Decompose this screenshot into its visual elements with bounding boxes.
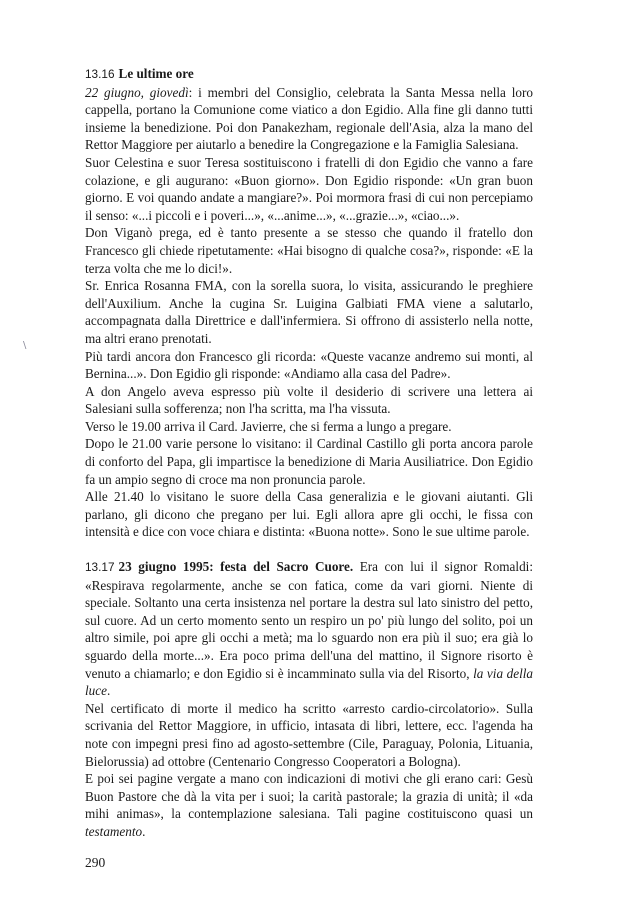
paragraph: Più tardi ancora don Francesco gli ricorda: «Queste vacanze andremo sui monti, al Bernina...». Don Egidio gli risponde: «Andiamo alla casa del Padre».: [85, 348, 533, 382]
paragraph: [85, 84, 533, 154]
italic-phrase: la via della luce: [85, 665, 533, 699]
section-heading: [85, 559, 353, 574]
paragraph-text: .: [106, 683, 111, 699]
margin-mark: \: [23, 340, 27, 351]
section-title: 23 giugno 1995: festa del Sacro Cuore.: [118, 559, 354, 575]
paragraph-text: E poi sei pagine vergate a mano con indicazioni di motivi che gli erano cari: Gesù Buon Pastore che dà la vita per i suoi; la carità pastorale; la grazia di unità; il «da mihi animas», la contemplazione salesiana. Tali pagine costituiscono quasi un: [85, 771, 533, 822]
body-text: [85, 65, 533, 841]
paragraph: A don Angelo aveva espresso più volte il desiderio di scrivere una lettera ai Salesiani sulla sofferenza; non l'ha scritta, ma l'ha vissuta.: [85, 383, 533, 417]
date-italic: 22 giugno, giovedì: [85, 84, 189, 100]
page-number: 290: [85, 855, 106, 870]
paragraph: Nel certificato di morte il medico ha scritto «arresto cardio-circolatorio». Sulla scrivania del Rettor Maggiore, in ufficio, intasata di libri, lettere, ecc. l'agenda ha note con impegni presi fino ad agosto-settembre (Cile, Paraguay, Polonia, Lituania, Bielorussia) ad ottobre (Centenario Congresso Cooperatori a Bologna).: [85, 700, 533, 769]
italic-word: testamento: [85, 823, 143, 839]
paragraph: Sr. Enrica Rosanna FMA, con la sorella suora, lo visita, assicurando le preghiere dell'Auxilium. Anche la cugina Sr. Luigina Galbiati FMA viene a salutarlo, accompagnata dalla Direttrice e dall'infermiera. Si offrono di assisterlo nella notte, ma altri erano prenotati.: [85, 278, 533, 346]
section-title: Le ultime ore: [118, 66, 194, 81]
section-number: 13.17: [85, 560, 115, 575]
section-heading: [85, 65, 533, 84]
section-number: 13.16: [85, 67, 115, 81]
paragraph: Dopo le 21.00 varie persone lo visitano: il Cardinal Castillo gli porta ancora parole di conforto del Papa, gli impartisce la benedizione di Maria Ausiliatrice. Don Egidio fa un ampio segno di croce ma non pronuncia parole.: [85, 436, 533, 487]
paragraph: Suor Celestina e suor Teresa sostituiscono i fratelli di don Egidio che vanno a fare colazione, e gli augurano: «Buon giorno». Don Egidio risponde: «Un gran buon giorno. E voi quando andate a mangiare?». Poi mormora frasi di cui non percepiamo il senso: «...i piccoli e i poveri...», «...anime...», «...grazie...», «ciao...».: [85, 154, 533, 223]
paragraph: [85, 770, 533, 840]
paragraph: Alle 21.40 lo visitano le suore della Casa generalizia e le giovani aiutanti. Gli parlano, gli dicono che pregano per lui. Egli allora apre gli occhi, le fissa con intensità e dice con voce chiara e distinta: «Buona notte». Sono le sue ultime parole.: [85, 489, 533, 540]
paragraph: Don Viganò prega, ed è tanto presente a se stesso che quando il fratello don Francesco gli chiede ripetutamente: «Hai bisogno di qualche cosa?», risponde: «E la terza volta che me lo dici!».: [85, 225, 533, 276]
paragraph-text: .: [142, 823, 146, 839]
section-13-16: [85, 65, 533, 541]
section-13-17: [85, 558, 533, 841]
paragraph: Verso le 19.00 arriva il Card. Javierre, che si ferma a lungo a pregare.: [85, 418, 452, 434]
paragraph-text: Era con lui il signor Romaldi: «Respirava regolarmente, anche se con fatica, come da vari giorni. Niente di speciale. Soltanto una certa insistenza nel portare la destra sul lato sinistro del petto, sul cuore. Ad un certo momento sento un respiro un po' più lungo del solito, poi un altro simile, poi apre gli occhi a metà; ma lo sguardo non era più il suo; era già lo sguardo della morte...». Era poco prima dell'una del mattino, il Signore risorto è venuto a chiamarlo; e don Egidio si è incamminato sulla via del Risorto,: [85, 559, 533, 681]
paragraph-text: : i membri del Consiglio, celebrata la Santa Messa nella loro cappella, portano la Comunione come viatico a don Egidio. Alla fine gli danno tutti insieme la benedizione. Poi don Panakezham, regionale dell'Asia, alza la mano del Rettor Maggiore per aiutarlo a benedire la Congregazione e la Famiglia Salesiana.: [85, 84, 533, 153]
paragraph: [85, 558, 533, 700]
